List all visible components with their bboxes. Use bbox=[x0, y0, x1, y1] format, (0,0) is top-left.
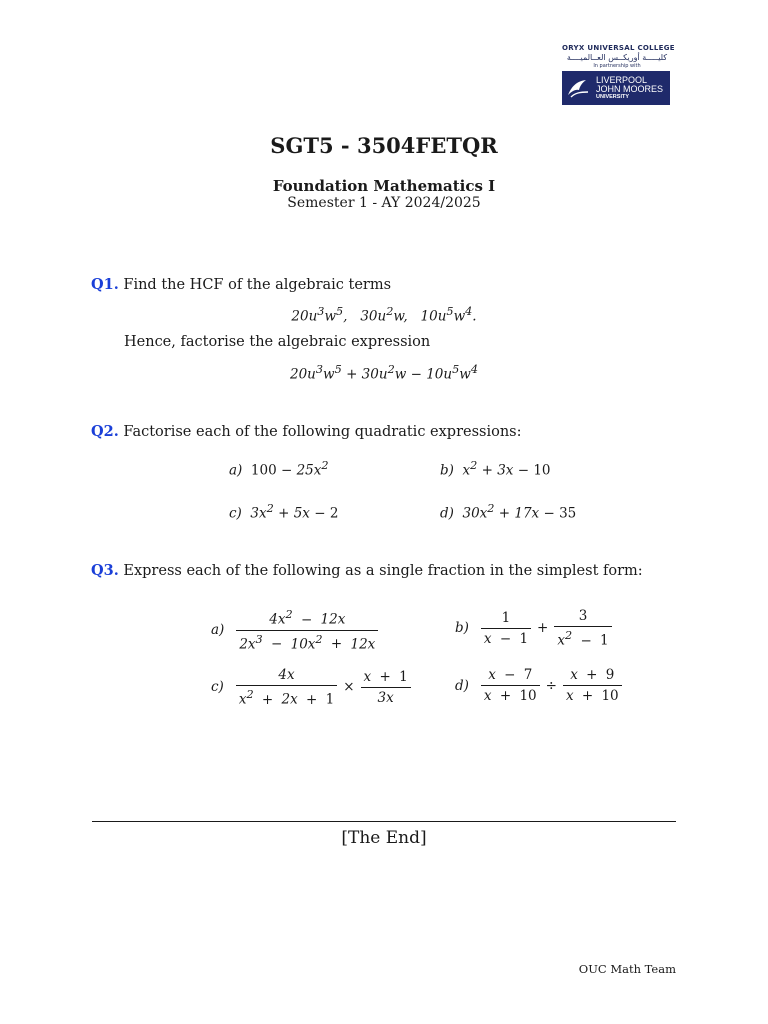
q1-terms: $20u^3w^5$, $30u^2w$, $10u^5w^4$. bbox=[291, 305, 477, 325]
question-2 bbox=[91, 423, 522, 440]
q3-b-fraction-1: $\frac{1}{x - 1}$ bbox=[481, 610, 531, 647]
q3-d-fraction-1: $\frac{x - 7}{x + 10}$ bbox=[481, 667, 540, 704]
question-1-number: Q1. bbox=[91, 276, 119, 293]
q2-item-b-label: b) bbox=[440, 462, 454, 479]
question-3-number: Q3. bbox=[91, 562, 119, 579]
q3-a-fraction: $\frac{4x^2 - 12x}{2x^3 - 10x^2 + 12x}$ bbox=[236, 608, 378, 652]
q2-item-c: c) $3x^2 + 5x - 2$ bbox=[229, 502, 339, 522]
q1-expression: $20u^3w^5 + 30u^2w - 10u^5w^4$ bbox=[290, 363, 478, 383]
q2-item-d: d) $30x^2 + 17x - 35$ bbox=[440, 502, 577, 522]
college-logo bbox=[562, 44, 675, 105]
q3-item-a bbox=[211, 608, 380, 652]
q3-item-c: c) $\frac{4x}{x^2 + 2x + 1}$ × $\frac{x + 1}{3x}$ bbox=[211, 667, 413, 708]
q3-item-c-label: c) bbox=[211, 679, 224, 696]
question-1-text: Find the HCF of the algebraic terms bbox=[123, 277, 392, 293]
page-title: SGT5 - 3504FETQR bbox=[270, 133, 498, 158]
q3-b-fraction-2: $\frac{3}{x^2 - 1}$ bbox=[554, 608, 611, 649]
team-credit: OUC Math Team bbox=[578, 962, 676, 976]
q3-item-d-label: d) bbox=[455, 677, 469, 694]
logo-arabic-name: كليـــــة أوريكــس العــالميــــة bbox=[566, 53, 668, 62]
q3-item-a-label: a) bbox=[211, 622, 225, 638]
q3-c-fraction-2: $\frac{x + 1}{3x}$ bbox=[361, 669, 411, 706]
logo-college-name: ORYX UNIVERSAL COLLEGE bbox=[562, 44, 675, 52]
question-1 bbox=[91, 276, 391, 293]
q2-item-c-label: c) bbox=[229, 505, 242, 522]
question-2-text: Factorise each of the following quadratic expressions: bbox=[123, 424, 522, 440]
q2-item-a-label: a) bbox=[229, 462, 243, 479]
q3-item-d: d) $\frac{x - 7}{x + 10}$ ÷ $\frac{x + 9}{x + 10}$ bbox=[455, 667, 624, 704]
question-2-number: Q2. bbox=[91, 423, 119, 440]
q3-c-fraction-1: $\frac{4x}{x^2 + 2x + 1}$ bbox=[236, 667, 337, 708]
q1-hence-text: Hence, factorise the algebraic expression bbox=[124, 334, 431, 350]
end-divider bbox=[92, 821, 676, 822]
q2-item-a: a) $100 - 25x^2$ bbox=[229, 459, 329, 479]
logo-university-line2: JOHN MOORES bbox=[596, 83, 664, 94]
logo-university-line1: LIVERPOOL bbox=[596, 74, 648, 85]
course-name: Foundation Mathematics I bbox=[272, 177, 496, 195]
semester-info: Semester 1 - AY 2024/2025 bbox=[287, 195, 481, 211]
question-3 bbox=[91, 562, 643, 579]
q2-item-d-label: d) bbox=[440, 505, 454, 522]
q3-d-fraction-2: $\frac{x + 9}{x + 10}$ bbox=[563, 667, 622, 704]
liver-bird-icon bbox=[562, 71, 596, 105]
q3-item-b: b) $\frac{1}{x - 1}$ + $\frac{3}{x^2 - 1}$ bbox=[455, 608, 614, 649]
logo-university-line3: UNIVERSITY bbox=[596, 93, 630, 100]
logo-partnership: In partnership with bbox=[593, 63, 641, 69]
question-3-text: Express each of the following as a single fraction in the simplest form: bbox=[123, 563, 643, 579]
q2-item-b: b) $x^2 + 3x - 10$ bbox=[440, 459, 551, 479]
end-marker: [The End] bbox=[341, 828, 427, 848]
q3-item-b-label: b) bbox=[455, 620, 469, 637]
university-logo-box bbox=[562, 71, 670, 105]
